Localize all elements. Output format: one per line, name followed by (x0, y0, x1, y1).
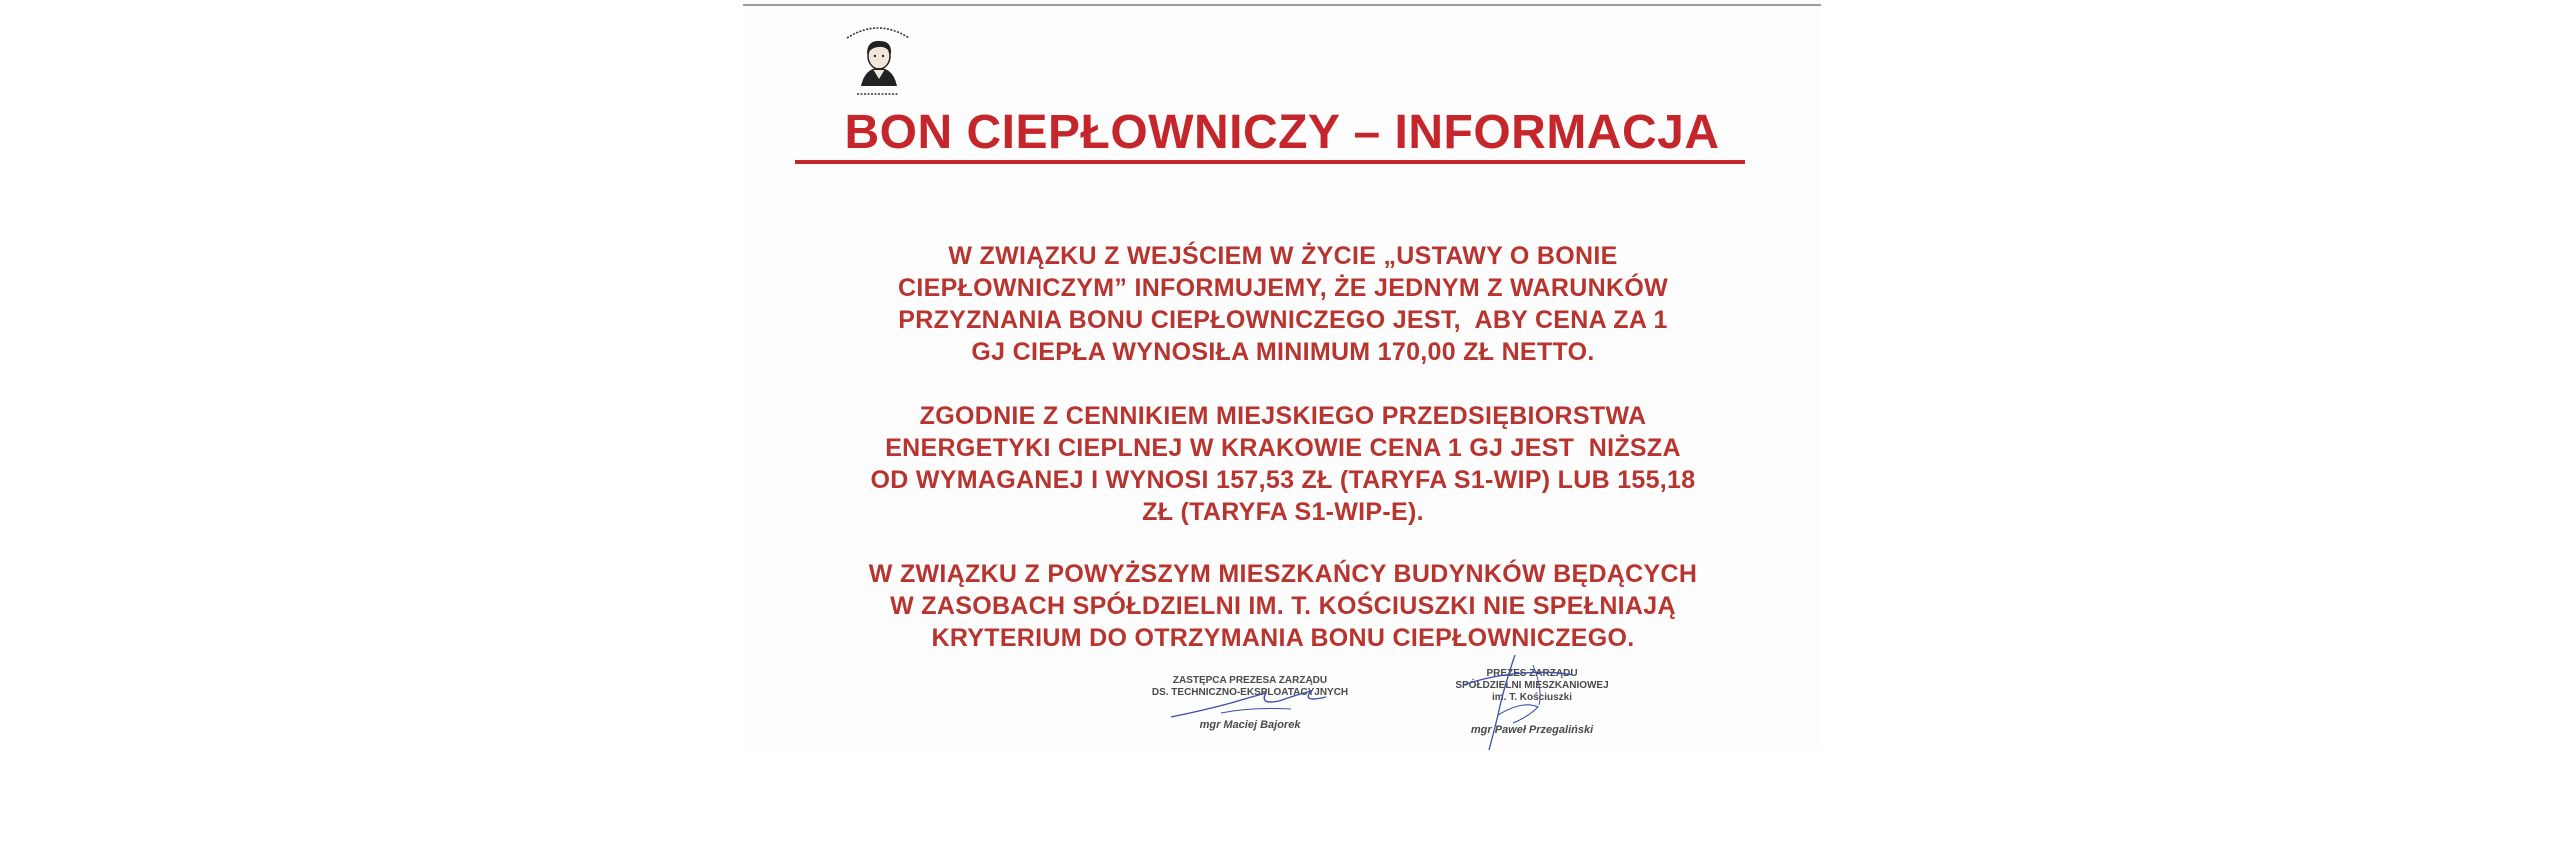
paragraph-line: CIEPŁOWNICZYM” INFORMUJEMY, ŻE JEDNYM Z WARUNKÓW (898, 274, 1668, 302)
signature-title: ZASTĘPCA PREZESA ZARZĄDU (1172, 675, 1328, 686)
signature-title: PREZES ZARZĄDU (1486, 668, 1578, 679)
title-underline (795, 160, 1745, 164)
paragraph-line: W ZWIĄZKU Z WEJŚCIEM W ŻYCIE „USTAWY O BONIE (948, 242, 1618, 270)
signature-subtitle: DS. TECHNICZNO-EKSPLOATACYJNYCH (1151, 687, 1349, 698)
handwritten-signature-right (1443, 645, 1603, 755)
paragraph-line: GJ CIEPŁA WYNOSIŁA MINIMUM 170,00 ZŁ NETTO. (971, 338, 1595, 366)
paragraph-line: PRZYZNANIA BONU CIEPŁOWNICZEGO JEST, ABY CENA ZA 1 (898, 306, 1668, 334)
top-border-line (743, 4, 1821, 6)
paragraph-line: KRYTERIUM DO OTRZYMANIA BONU CIEPŁOWNICZEGO. (931, 624, 1635, 652)
portrait-logo-icon (833, 16, 923, 106)
document-page (743, 0, 1821, 750)
paragraph-2 (783, 400, 1783, 528)
signature-subtitle: SPÓŁDZIELNI MIESZKANIOWEJ (1455, 680, 1609, 691)
handwritten-signature-left (1161, 683, 1341, 723)
paragraph-line: OD WYMAGANEJ I WYNOSI 157,53 ZŁ (TARYFA S1-WIP) LUB 155,18 (870, 466, 1696, 494)
signature-org: im. T. Kościuszki (1491, 692, 1573, 703)
signature-name: mgr Maciej Bajorek (1199, 719, 1301, 731)
paragraph-3 (783, 558, 1783, 654)
paragraph-line: ENERGETYKI CIEPLNEJ W KRAKOWIE CENA 1 GJ JEST NIŻSZA (885, 434, 1681, 462)
paragraph-1 (783, 240, 1783, 368)
paragraph-line: ZGODNIE Z CENNIKIEM MIEJSKIEGO PRZEDSIĘBIORSTWA (919, 402, 1647, 430)
signature-name: mgr Paweł Przegaliński (1470, 724, 1594, 736)
document-title: BON CIEPŁOWNICZY – INFORMACJA (844, 106, 1720, 159)
paragraph-line: W ZWIĄZKU Z POWYŻSZYM MIESZKAŃCY BUDYNKÓW BĘDĄCYCH (868, 560, 1698, 588)
paragraph-line: ZŁ (TARYFA S1-WIP-E). (1142, 498, 1424, 526)
paragraph-line: W ZASOBACH SPÓŁDZIELNI IM. T. KOŚCIUSZKI NIE SPEŁNIAJĄ (890, 592, 1676, 620)
